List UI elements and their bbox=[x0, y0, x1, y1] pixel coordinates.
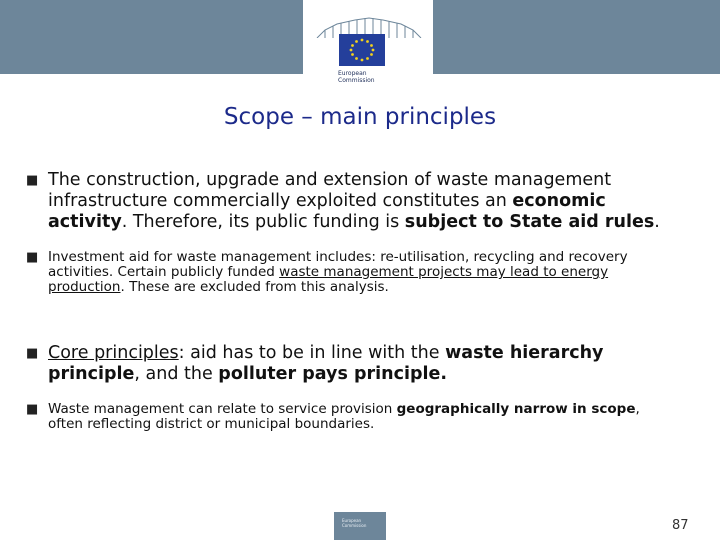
bullet-text-segment: The construction, upgrade and extension of waste management infrastructure commercially exploited constitutes an bbox=[48, 170, 612, 211]
bullet-text-segment: subject to State aid rules bbox=[404, 212, 655, 232]
bullet-text bbox=[48, 343, 603, 384]
bullet-item bbox=[26, 170, 676, 233]
page-title: Scope – main principles bbox=[223, 104, 497, 130]
bullet-item bbox=[26, 250, 676, 295]
bullet-text-segment: . Therefore, its public funding is bbox=[121, 212, 405, 232]
bullet-item bbox=[26, 343, 676, 385]
bullet-marker: ■ bbox=[26, 250, 39, 265]
footer-logo-text: European Commission bbox=[342, 518, 367, 528]
page-number: 87 bbox=[672, 518, 689, 533]
bullet-marker: ■ bbox=[26, 173, 39, 188]
bullet-text bbox=[48, 401, 640, 432]
bullet-text-segment: geographically narrow in scope bbox=[396, 401, 636, 417]
bullet-text-segment: waste hierarchy principle bbox=[48, 343, 604, 384]
bullet-marker: ■ bbox=[26, 402, 39, 417]
bullet-marker: ■ bbox=[26, 346, 39, 361]
bullet-text bbox=[48, 249, 628, 295]
bullet-item bbox=[26, 402, 676, 432]
european-commission-logo bbox=[303, 0, 433, 96]
eu-flag-icon bbox=[339, 34, 385, 66]
bullet-text bbox=[48, 170, 660, 232]
bullet-list bbox=[26, 170, 676, 432]
bullet-text-segment: . These are excluded from this analysis. bbox=[120, 279, 389, 295]
bullet-text-segment: Waste management can relate to service provision bbox=[48, 401, 397, 417]
logo-text: European Commission bbox=[338, 70, 375, 84]
bullet-text-segment: polluter pays principle. bbox=[218, 364, 448, 384]
bullet-text-segment: , often reflecting district or municipal boundaries. bbox=[48, 401, 640, 432]
bullet-text-segment: Investment aid for waste management includes: re-utilisation, recycling and recovery activities. Certain publicly funded bbox=[48, 249, 628, 280]
footer-logo bbox=[334, 512, 386, 540]
bullet-text-segment: , and the bbox=[134, 364, 219, 384]
bullet-text-segment: waste management projects may lead to energy production bbox=[48, 264, 609, 295]
bullet-text-segment: Core principles bbox=[48, 343, 179, 363]
bullet-text-segment: economic activity bbox=[48, 191, 606, 232]
bullet-text-segment: : aid has to be in line with the bbox=[178, 343, 446, 363]
bullet-text-segment: . bbox=[654, 212, 660, 232]
